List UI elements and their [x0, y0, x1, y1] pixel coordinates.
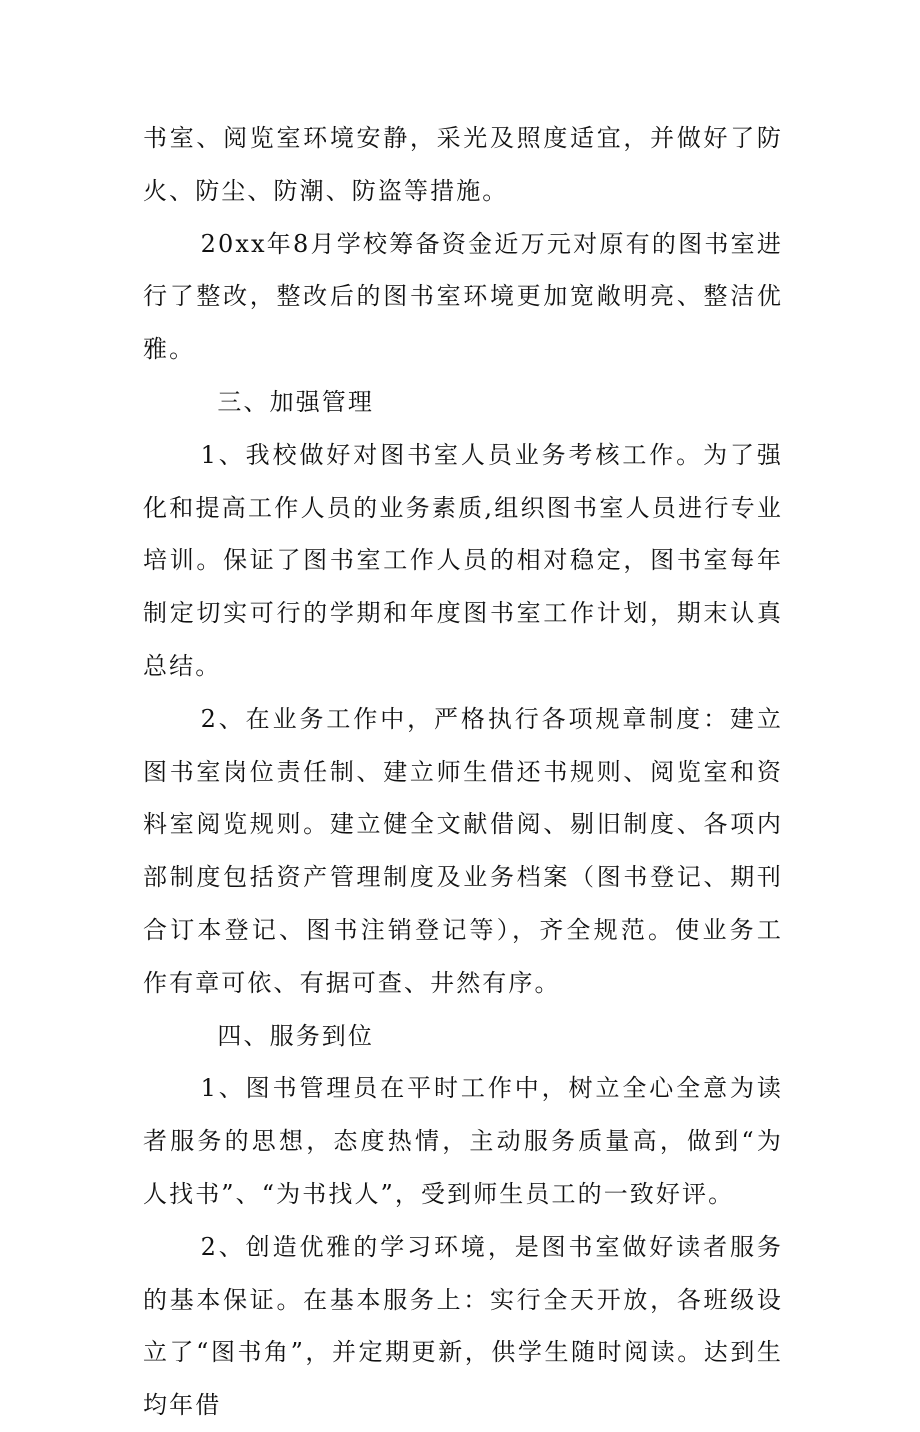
- paragraph-renovation: 20xx年8月学校筹备资金近万元对原有的图书室进行了整改，整改后的图书室环境更加宽敞明亮、整洁优雅。: [143, 229, 783, 364]
- paragraph-continuation: 书室、阅览室环境安静，采光及照度适宜，并做好了防火、防尘、防潮、防盗等措施。: [143, 124, 783, 205]
- section-heading-service: 四、服务到位: [217, 1021, 374, 1050]
- section-heading-management: 三、加强管理: [217, 387, 374, 416]
- document-body: [143, 112, 783, 1432]
- paragraph-learning-environment: 2、创造优雅的学习环境，是图书室做好读者服务的基本保证。在基本服务上：实行全天开放，各班级设立了“图书角”，并定期更新，供学生随时阅读。达到生均年借: [143, 1232, 783, 1420]
- paragraph-assessment: 1、我校做好对图书室人员业务考核工作。为了强化和提高工作人员的业务素质,组织图书室人员进行专业培训。保证了图书室工作人员的相对稳定，图书室每年制定切实可行的学期和年度图书室工作计划，期末认真总结。: [143, 440, 783, 680]
- paragraph-librarian-service: 1、图书管理员在平时工作中，树立全心全意为读者服务的思想，态度热情，主动服务质量高，做到“为人找书”、“为书找人”，受到师生员工的一致好评。: [143, 1074, 783, 1208]
- paragraph-regulations: 2、在业务工作中，严格执行各项规章制度：建立图书室岗位责任制、建立师生借还书规则、阅览室和资料室阅览规则。建立健全文献借阅、剔旧制度、各项内部制度包括资产管理制度及业务档案（图书登记、期刊合订本登记、图书注销登记等），齐全规范。使业务工作有章可依、有据可查、井然有序。: [143, 704, 783, 997]
